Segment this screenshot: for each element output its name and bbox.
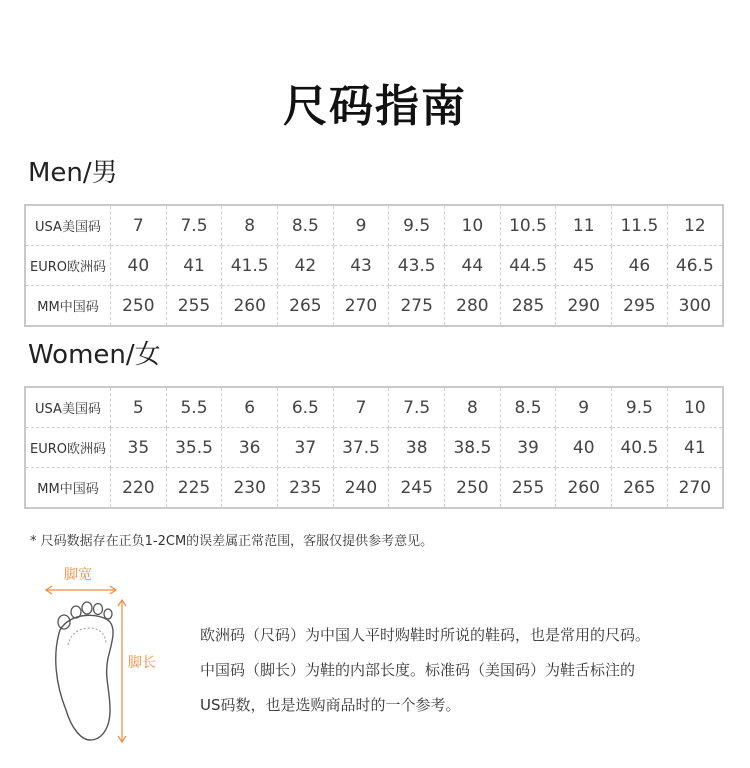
size-cell: 9.5	[389, 205, 445, 246]
men-row	[25, 205, 723, 246]
description-line: 欧洲码（尺码）为中国人平时购鞋时所说的鞋码，也是常用的尺码。	[200, 626, 651, 644]
size-cell: 8.5	[278, 205, 334, 246]
size-cell: 8.5	[500, 387, 556, 428]
size-cell: 41.5	[222, 246, 278, 286]
size-cell: 11	[556, 205, 612, 246]
size-cell: 260	[556, 468, 612, 509]
size-cell: 43	[333, 246, 389, 286]
size-cell: 44.5	[500, 246, 556, 286]
size-cell: 6.5	[278, 387, 334, 428]
row-header: EURO欧洲码	[25, 428, 111, 468]
men-row	[25, 246, 723, 286]
size-cell: 7	[111, 205, 167, 246]
size-cell: 40.5	[612, 428, 668, 468]
size-cell: 7	[333, 387, 389, 428]
foot-width-label: 脚宽	[64, 567, 92, 583]
size-cell: 260	[222, 286, 278, 327]
size-cell: 38	[389, 428, 445, 468]
men-size-table	[24, 204, 724, 327]
size-cell: 300	[678, 295, 712, 316]
size-cell: 43.5	[389, 246, 445, 286]
size-note: * 尺码数据存在正负1-2CM的误差属正常范围，客服仅提供参考意见。	[30, 534, 434, 549]
page-title: 尺码指南	[283, 81, 467, 132]
size-cell: 255	[500, 468, 556, 509]
size-cell: 35.5	[166, 428, 222, 468]
men-row	[25, 286, 723, 327]
size-cell: 35	[111, 428, 167, 468]
size-cell: 5	[111, 387, 167, 428]
row-header: USA美国码	[25, 387, 111, 428]
size-cell: 36	[222, 428, 278, 468]
size-cell: 245	[389, 468, 445, 509]
size-cell: 295	[612, 286, 668, 327]
size-cell: 270	[333, 286, 389, 327]
size-cell: 38.5	[445, 428, 501, 468]
size-cell: 290	[556, 286, 612, 327]
size-cell: 6	[222, 387, 278, 428]
size-cell: 46.5	[667, 246, 723, 286]
size-cell: 230	[222, 468, 278, 509]
size-cell: 45	[556, 246, 612, 286]
size-cell: 44	[445, 246, 501, 286]
size-description	[200, 618, 730, 723]
size-cell: 265	[278, 286, 334, 327]
size-cell: 39	[500, 428, 556, 468]
size-cell: 8	[445, 387, 501, 428]
size-cell: 12	[667, 205, 723, 246]
size-cell: 275	[389, 286, 445, 327]
size-cell: 280	[445, 286, 501, 327]
size-cell: 8	[222, 205, 278, 246]
foot-length-label: 脚长	[128, 655, 156, 671]
row-header: EURO欧洲码	[25, 246, 111, 286]
size-cell: 265	[612, 468, 668, 509]
size-cell: 41	[166, 246, 222, 286]
women-row	[25, 428, 723, 468]
size-cell: 270	[678, 477, 712, 498]
size-cell: 235	[278, 468, 334, 509]
size-cell: 37	[278, 428, 334, 468]
size-cell: 255	[166, 286, 222, 327]
size-cell: 46	[612, 246, 668, 286]
women-row	[25, 387, 723, 428]
size-cell: 9	[333, 205, 389, 246]
size-cell: 220	[111, 468, 167, 509]
size-cell: 9.5	[612, 387, 668, 428]
size-cell: 42	[278, 246, 334, 286]
size-cell: 10	[667, 387, 723, 428]
size-cell: 7.5	[389, 387, 445, 428]
women-row	[25, 468, 723, 509]
row-header: MM中国码	[25, 468, 111, 509]
size-cell: 7.5	[166, 205, 222, 246]
size-cell: 9	[556, 387, 612, 428]
size-cell: 250	[445, 468, 501, 509]
size-cell: 10.5	[500, 205, 556, 246]
description-line: US码数，也是选购商品时的一个参考。	[200, 696, 461, 714]
size-cell: 40	[111, 246, 167, 286]
row-header: MM中国码	[25, 286, 111, 327]
size-cell: 240	[333, 468, 389, 509]
row-header: USA美国码	[25, 205, 111, 246]
women-section-label: Women/女	[28, 340, 161, 370]
description-line: 中国码（脚长）为鞋的内部长度。标准码（美国码）为鞋舌标注的	[200, 661, 636, 679]
men-section-label: Men/男	[28, 158, 118, 188]
size-cell: 250	[111, 286, 167, 327]
size-cell: 41	[667, 428, 723, 468]
women-size-table	[24, 386, 724, 509]
size-cell: 11.5	[612, 205, 668, 246]
foot-diagram	[30, 560, 170, 750]
size-cell: 37.5	[333, 428, 389, 468]
size-cell: 225	[166, 468, 222, 509]
size-cell: 10	[445, 205, 501, 246]
size-cell: 5.5	[166, 387, 222, 428]
size-cell: 40	[556, 428, 612, 468]
size-cell: 285	[500, 286, 556, 327]
